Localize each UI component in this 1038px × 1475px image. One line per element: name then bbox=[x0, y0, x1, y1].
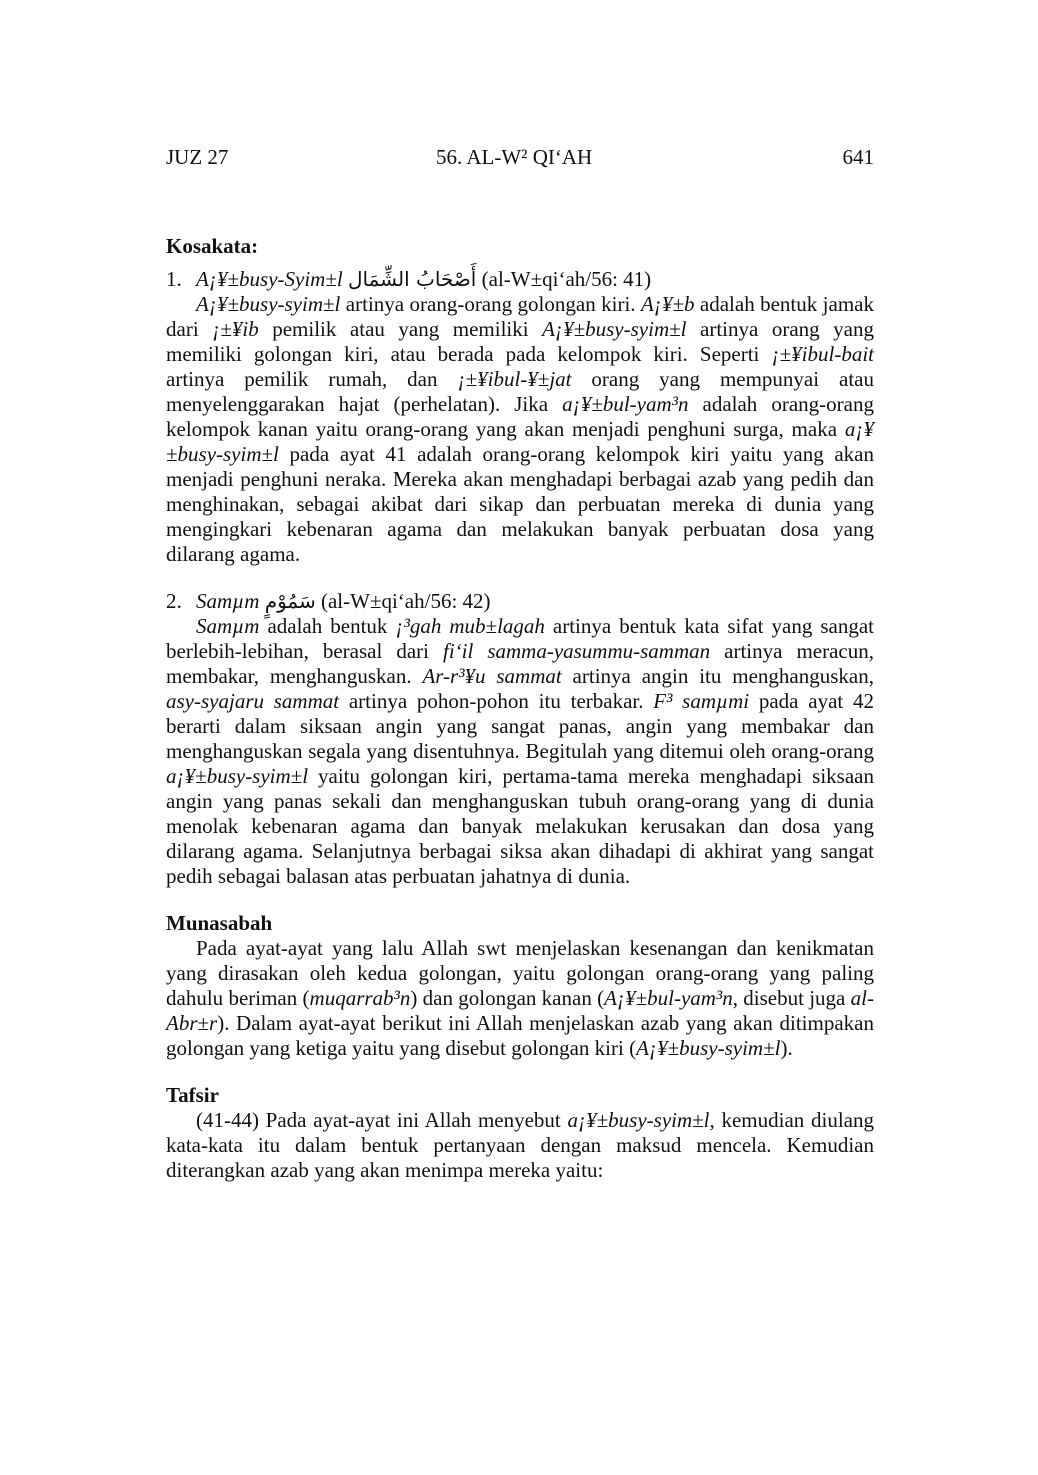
italic-term: muqarrab³n bbox=[309, 986, 411, 1010]
munasabah-body: Pada ayat-ayat yang lalu Allah swt menjelaskan kesenangan dan kenikmatan yang dirasakan oleh kedua golongan, yaitu golongan orang-orang yang paling dahulu beriman (muqarrab³n) dan golongan kanan (A¡¥±bul-yam³n, disebut juga al-Abr±r). Dalam ayat-ayat berikut ini Allah menjelaskan azab yang akan ditimpakan golongan yang ketiga yaitu yang disebut golongan kiri (A¡¥±busy-syim±l). bbox=[166, 936, 874, 1060]
vocab-item-number: 1. bbox=[166, 267, 182, 291]
page-number: 641 bbox=[842, 145, 874, 169]
vocab-term: A¡¥±busy-Syim±l bbox=[196, 267, 343, 291]
vocab-item-number: 2. bbox=[166, 589, 182, 613]
italic-term: a¡¥±busy-syim±l bbox=[567, 1108, 710, 1132]
arabic-term: سَمُوْمٍ bbox=[264, 589, 316, 613]
italic-term: A¡¥±busy-syim±l bbox=[542, 317, 687, 341]
italic-term: A¡¥±busy-syim±l bbox=[196, 292, 341, 316]
arabic-term: أَصْحَابُ الشِّمَال bbox=[347, 267, 477, 291]
tafsir-heading: Tafsir bbox=[166, 1083, 219, 1107]
italic-term: fi‘il samma-yasummu-samman bbox=[442, 639, 711, 663]
vocab-term: Samµm bbox=[196, 589, 260, 613]
italic-term: Samµm bbox=[196, 614, 260, 638]
header-juz: JUZ 27 bbox=[166, 145, 229, 169]
italic-term: A¡¥±b bbox=[640, 292, 695, 316]
vocab-item-1-body: A¡¥±busy-syim±l artinya orang-orang golongan kiri. A¡¥±b adalah bentuk jamak dari ¡±¥ib pemilik atau yang memiliki A¡¥±busy-syim±l artinya orang yang memiliki golongan kiri, atau berada pada kelompok kiri. Seperti ¡±¥ibul-bait artinya pemilik rumah, dan ¡±¥ibul-¥±jat orang yang mempunyai atau menyelenggarakan hajat (perhelatan). Jika a¡¥±bul-yam³n adalah orang-orang kelompok kanan yaitu orang-orang yang akan menjadi penghuni surga, maka a¡¥±busy-syim±l pada ayat 41 adalah orang-orang kelompok kiri yaitu yang akan menjadi penghuni neraka. Mereka akan menghadapi berbagai azab yang pedih dan menghinakan, sebagai akibat dari sikap dan perbuatan mereka di dunia yang mengingkari kebenaran agama dan melakukan banyak perbuatan dosa yang dilarang agama. bbox=[166, 292, 874, 566]
italic-term: A¡¥±busy-syim±l bbox=[636, 1036, 781, 1060]
italic-term: al-Abr±r bbox=[166, 986, 874, 1035]
italic-term: ¡±¥ib bbox=[212, 317, 259, 341]
vocab-item-1-title bbox=[166, 267, 874, 292]
italic-term: ¡±¥ibul-¥±jat bbox=[457, 367, 572, 391]
italic-term: a¡¥±bul-yam³n bbox=[562, 392, 689, 416]
italic-term: a¡¥±busy-syim±l bbox=[166, 417, 874, 466]
header-surah-title: 56. AL-W² QI‘AH bbox=[436, 145, 593, 169]
tafsir-body: (41-44) Pada ayat-ayat ini Allah menyebut a¡¥±busy-syim±l, kemudian diulang kata-kata itu dalam bentuk pertanyaan dengan maksud mencela. Kemudian diterangkan azab yang akan menimpa mereka yaitu: bbox=[166, 1108, 874, 1182]
running-header bbox=[166, 145, 874, 175]
kosakata-heading: Kosakata: bbox=[166, 234, 259, 258]
verse-reference: (al-W±qi‘ah/56: 41) bbox=[481, 267, 652, 291]
italic-term: ¡³gah mub±lagah bbox=[395, 614, 545, 638]
italic-term: ¡±¥ibul-bait bbox=[771, 342, 874, 366]
verse-reference: (al-W±qi‘ah/56: 42) bbox=[320, 589, 491, 613]
italic-term: Ar-r³¥u sammat bbox=[422, 664, 562, 688]
munasabah-heading: Munasabah bbox=[166, 911, 273, 935]
vocab-item-2-title bbox=[166, 589, 874, 614]
italic-term: A¡¥±bul-yam³n bbox=[604, 986, 733, 1010]
italic-term: F³ samµmi bbox=[653, 689, 750, 713]
italic-term: a¡¥±busy-syim±l bbox=[166, 764, 309, 788]
vocab-item-2-body: Samµm adalah bentuk ¡³gah mub±lagah artinya bentuk kata sifat yang sangat berlebih-lebihan, berasal dari fi‘il samma-yasummu-samman artinya meracun, membakar, menghanguskan. Ar-r³¥u sammat artinya angin itu menghanguskan, asy-syajaru sammat artinya pohon-pohon itu terbakar. F³ samµmi pada ayat 42 berarti dalam siksaan angin yang sangat panas, angin yang membakar dan menghanguskan segala yang disentuhnya. Begitulah yang ditemui oleh orang-orang a¡¥±busy-syim±l yaitu golongan kiri, pertama-tama mereka menghadapi siksaan angin yang panas sekali dan menghanguskan tubuh orang-orang yang di dunia menolak kebenaran agama dan banyak melakukan kerusakan dan dosa yang dilarang agama. Selanjutnya berbagai siksa akan dihadapi di akhirat yang sangat pedih sebagai balasan atas perbuatan jahatnya di dunia. bbox=[166, 614, 875, 888]
italic-term: asy-syajaru sammat bbox=[166, 689, 340, 713]
page-content bbox=[166, 234, 874, 1183]
